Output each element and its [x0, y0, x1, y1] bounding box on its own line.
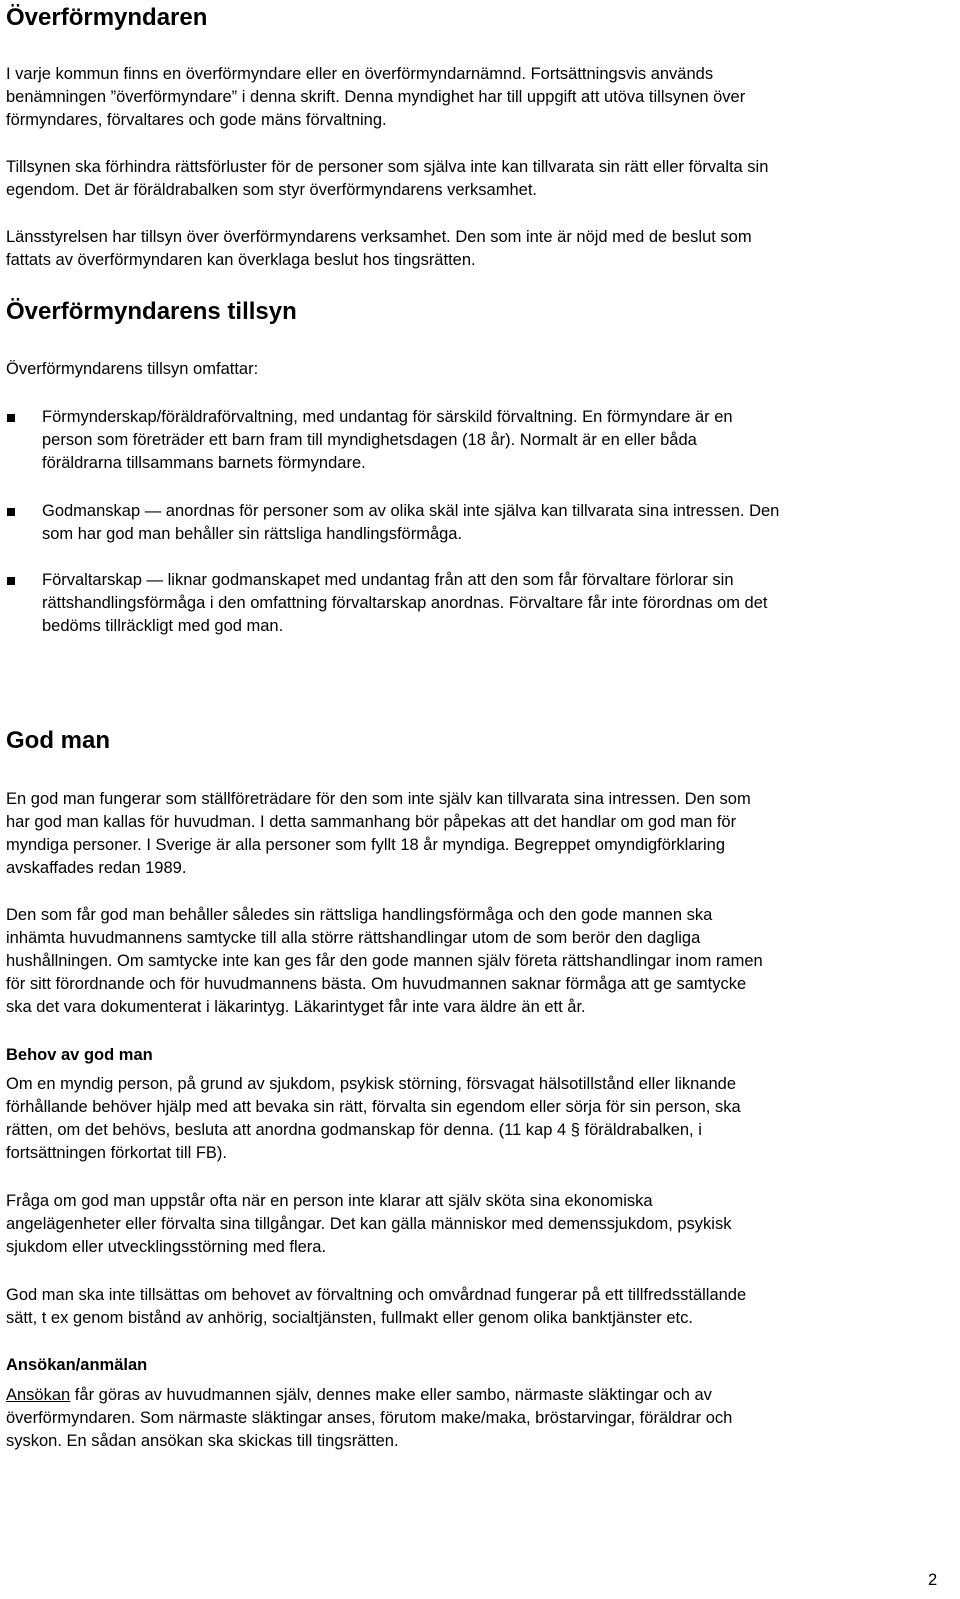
heading-overformyndarens-tillsyn: Överförmyndarens tillsyn: [6, 298, 297, 325]
square-bullet-icon: [7, 414, 15, 422]
text-line: för sitt förordnande och för huvudmannens bästa. Om huvudmannen saknar förmåga att ge samtycke: [6, 975, 747, 993]
text-line: som har god man behåller sin rättsliga handlingsförmåga.: [42, 525, 463, 543]
text-line: Tillsynen ska förhindra rättsförluster för de personer som själva inte kan tillvarata sin rätt eller förvalta sin: [6, 158, 769, 176]
text-line: myndiga personer. I Sverige är alla personer som fyllt 18 år myndiga. Begreppet omyndigförklaring: [6, 836, 726, 854]
text-line: Förmynderskap/föräldraförvaltning, med undantag för särskild förvaltning. En förmyndare är en: [42, 408, 733, 426]
text-line: [6, 1384, 926, 1407]
subheading-behov-av-god-man: Behov av god man: [6, 1046, 153, 1064]
heading-god-man: God man: [6, 727, 111, 754]
bullet-text: [42, 569, 928, 638]
text-line: föräldrarna tillsammans barnets förmyndare.: [42, 454, 366, 472]
text-line: avskaffades redan 1989.: [6, 859, 187, 877]
text-line: överförmyndaren. Som närmaste släktingar anses, förutom make/maka, bröstarvingar, föräldrar och: [6, 1409, 733, 1427]
text-line: ska det vara dokumenterat i läkarintyg. Läkarintyget får inte vara äldre än ett år.: [6, 998, 586, 1016]
text-line: Fråga om god man uppstår ofta när en person inte klarar att själv sköta sina ekonomiska: [6, 1192, 653, 1210]
text-line: egendom. Det är föräldrabalken som styr överförmyndarens verksamhet.: [6, 181, 537, 199]
text-line: angelägenheter eller förvalta sina tillgångar. Det kan gälla människor med demenssjukdom, psykisk: [6, 1215, 732, 1233]
paragraph-inte-tillsattas: [6, 1284, 926, 1330]
text-line: fattats av överförmyndaren kan överklaga beslut hos tingsrätten.: [6, 251, 476, 269]
paragraph-handlingsformaga: [6, 904, 926, 1019]
paragraph-ansokan: [6, 1384, 926, 1453]
text-line: rättshandlingsförmåga i den omfattning förvaltarskap anordnas. Förvaltare får inte förordnas om det: [42, 594, 768, 612]
text-line: person som företräder ett barn fram till myndighetsdagen (18 år). Normalt är en eller båda: [42, 431, 697, 449]
subheading-ansokan-anmalan: Ansökan/anmälan: [6, 1356, 148, 1374]
paragraph-intro: [6, 63, 926, 132]
text-line: syskon. En sådan ansökan ska skickas till tingsrätten.: [6, 1432, 399, 1450]
text-line: God man ska inte tillsättas om behovet av förvaltning och omvårdnad fungerar på ett tillfredsställande: [6, 1286, 747, 1304]
text-line: rätten, om det behövs, besluta att anordna godmanskap för denna. (11 kap 4 § föräldrabalken, i: [6, 1121, 702, 1139]
bullet-text: [42, 406, 928, 475]
paragraph-tillsynen: [6, 156, 926, 202]
text-line: sätt, t ex genom bistånd av anhörig, socialtjänsten, fullmakt eller genom olika banktjänster etc.: [6, 1309, 693, 1327]
text-span: får göras av huvudmannen själv, dennes make eller sambo, närmaste släktingar och av: [70, 1386, 712, 1404]
text-line: Om en myndig person, på grund av sjukdom, psykisk störning, försvagat hälsotillstånd eller liknande: [6, 1075, 737, 1093]
ansokan-link[interactable]: Ansökan: [6, 1386, 71, 1404]
text-line: inhämta huvudmannens samtycke till alla större rättshandlingar utom de som berör den dagliga: [6, 929, 701, 947]
text-line: Den som får god man behåller således sin rättsliga handlingsförmåga och den gode mannen ska: [6, 906, 713, 924]
text-line: benämningen ”överförmyndare” i denna skrift. Denna myndighet har till uppgift att utöva tillsynen över: [6, 88, 746, 106]
text-line: Länsstyrelsen har tillsyn över överförmyndarens verksamhet. Den som inte är nöjd med de beslut som: [6, 228, 752, 246]
text-line: förmyndares, förvaltares och gode mäns förvaltning.: [6, 111, 387, 129]
text-line: har god man kallas för huvudman. I detta sammanhang bör påpekas att det handlar om god man för: [6, 813, 737, 831]
text-line: I varje kommun finns en överförmyndare eller en överförmyndarnämnd. Fortsättningsvis används: [6, 65, 714, 83]
text-line: förhållande behöver hjälp med att bevaka sin rätt, förvalta sin egendom eller sörja för sin person, ska: [6, 1098, 741, 1116]
text-line: sjukdom eller utvecklingsstörning med flera.: [6, 1238, 327, 1256]
text-line: En god man fungerar som ställföreträdare för den som inte själv kan tillvarata sina intressen. Den som: [6, 790, 751, 808]
paragraph-behov: [6, 1073, 926, 1165]
bullet-text: [42, 500, 928, 546]
paragraph-lansstyrelsen: [6, 226, 926, 272]
paragraph-fraga-om-god-man: [6, 1190, 926, 1259]
text-line: hushållningen. Om samtycke inte kan ges får den gode mannen själv företa rättshandlingar inom ramen: [6, 952, 763, 970]
square-bullet-icon: [7, 508, 15, 516]
text-line: bedöms tillräckligt med god man.: [42, 617, 284, 635]
square-bullet-icon: [7, 577, 15, 585]
paragraph-tillsyn-omfattar: [6, 358, 926, 381]
text-line: Godmanskap — anordnas för personer som av olika skäl inte själva kan tillvarata sina intressen. Den: [42, 502, 780, 520]
text-line: Förvaltarskap — liknar godmanskapet med undantag från att den som får förvaltare förlorar sin: [42, 571, 734, 589]
paragraph-god-man-definition: [6, 788, 926, 880]
page-number: 2: [928, 1571, 938, 1589]
text-line: Överförmyndarens tillsyn omfattar:: [6, 360, 259, 378]
heading-overformyndaren: Överförmyndaren: [6, 4, 208, 31]
text-line: fortsättningen förkortat till FB).: [6, 1144, 228, 1162]
